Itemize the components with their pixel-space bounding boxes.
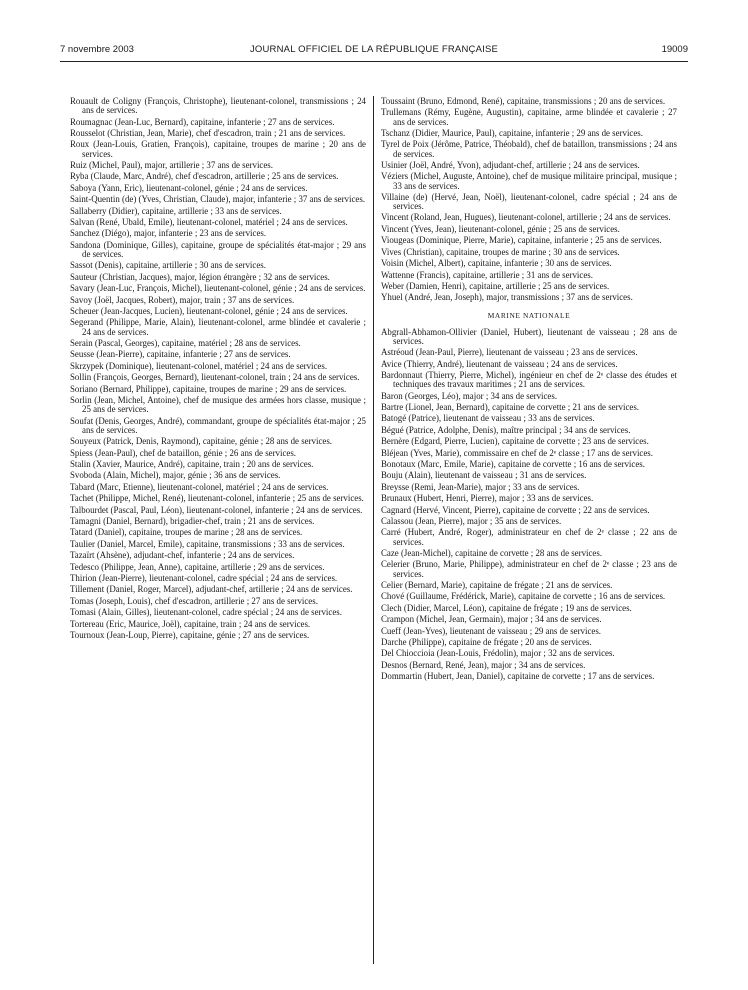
list-entry: Sanchez (Diégo), major, infanterie ; 23 ans de services. — [70, 228, 267, 239]
list-entry: Viougeas (Dominique, Pierre, Marie), capitaine, infanterie ; 25 ans de services. — [381, 235, 662, 246]
left-column — [70, 97, 366, 642]
list-entry: Bégué (Patrice, Adolphe, Denis), maître principal ; 34 ans de services. — [381, 424, 631, 435]
list-entry: Savary (Jean-Luc, François, Michel), lieutenant-colonel, génie ; 24 ans de services. — [70, 283, 366, 294]
list-entry: Celerier (Bruno, Marie, Philippe), administrateur en chef de 2ᵉ classe ; 23 ans de services. — [381, 559, 677, 579]
list-entry: Ruiz (Michel, Paul), major, artillerie ; 37 ans de services. — [70, 159, 273, 170]
list-entry: Brunaux (Hubert, Henri, Pierre), major ; 33 ans de services. — [381, 493, 594, 504]
journal-title: JOURNAL OFFICIEL DE LA RÉPUBLIQUE FRANÇAISE — [249, 44, 499, 55]
list-entry: Thirion (Jean-Pierre), lieutenant-colonel, cadre spécial ; 24 ans de services. — [70, 572, 338, 583]
list-entry: Stalin (Xavier, Maurice, André), capitaine, train ; 20 ans de services. — [70, 458, 314, 469]
list-entry: Batogé (Patrice), lieutenant de vaisseau ; 33 ans de services. — [381, 413, 595, 424]
list-entry: Trullemans (Rémy, Eugène, Augustin), capitaine, arme blindée et cavalerie ; 27 ans de services. — [381, 107, 677, 127]
list-entry: Breysse (Remi, Jean-Marie), major ; 33 ans de services. — [381, 481, 580, 492]
list-entry: Wattenne (Francis), capitaine, artillerie ; 31 ans de services. — [381, 269, 593, 280]
list-entry: Tazaïrt (Ahsène), adjudant-chef, infanterie ; 24 ans de services. — [70, 550, 295, 561]
list-entry: Tournoux (Jean-Loup, Pierre), capitaine, génie ; 27 ans de services. — [70, 630, 310, 640]
list-entry: Bouju (Alain), lieutenant de vaisseau ; 31 ans de services. — [381, 470, 587, 481]
right-column — [381, 97, 677, 684]
list-entry: Tomasi (Alain, Gilles), lieutenant-colonel, cadre spécial ; 24 ans de services. — [70, 607, 342, 618]
list-entry: Carré (Hubert, André, Roger), administrateur en chef de 2ᵉ classe ; 22 ans de services. — [381, 527, 677, 547]
list-entry: Del Chioccioia (Jean-Louis, Frédolin), major ; 32 ans de services. — [381, 648, 615, 659]
list-entry: Voisin (Michel, Albert), capitaine, infanterie ; 30 ans de services. — [381, 258, 612, 269]
army-list-continued — [381, 97, 677, 302]
list-entry: Roumagnac (Jean-Luc, Bernard), capitaine, infanterie ; 27 ans de services. — [70, 116, 335, 127]
list-entry: Svoboda (Alain, Michel), major, génie ; 36 ans de services. — [70, 470, 281, 481]
list-entry: Usinier (Joël, André, Yvon), adjudant-chef, artillerie ; 24 ans de services. — [381, 159, 640, 170]
list-entry: Astréoud (Jean-Paul, Pierre), lieutenant de vaisseau ; 23 ans de services. — [381, 347, 638, 358]
list-entry: Crampon (Michel, Jean, Germain), major ; 34 ans de services. — [381, 614, 602, 625]
list-entry: Soriano (Bernard, Philippe), capitaine, troupes de marine ; 29 ans de services. — [70, 383, 347, 394]
list-entry: Roux (Jean-Louis, Gratien, François), capitaine, troupes de marine ; 20 ans de services. — [70, 139, 366, 159]
list-entry: Taulier (Daniel, Marcel, Emile), capitaine, transmissions ; 33 ans de services. — [70, 538, 345, 549]
list-entry: Tamagni (Daniel, Bernard), brigadier-chef, train ; 21 ans de services. — [70, 515, 315, 526]
list-entry: Spiess (Jean-Paul), chef de bataillon, génie ; 26 ans de services. — [70, 447, 296, 458]
list-entry: Salvan (René, Ubald, Emile), lieutenant-colonel, matériel ; 24 ans de services. — [70, 216, 348, 227]
list-entry: Vives (Christian), capitaine, troupes de marine ; 30 ans de services. — [381, 246, 620, 257]
publication-date: 7 novembre 2003 — [60, 44, 134, 55]
list-entry: Toussaint (Bruno, Edmond, René), capitaine, transmissions ; 20 ans de services. — [381, 96, 666, 106]
list-entry: Clech (Didier, Marcel, Léon), capitaine de frégate ; 19 ans de services. — [381, 602, 632, 613]
list-entry: Vincent (Roland, Jean, Hugues), lieutenant-colonel, artillerie ; 24 ans de services. — [381, 212, 671, 223]
list-entry: Tedesco (Philippe, Jean, Anne), capitaine, artillerie ; 29 ans de services. — [70, 561, 325, 572]
list-entry: Bernère (Edgard, Pierre, Lucien), capitaine de corvette ; 23 ans de services. — [381, 436, 649, 447]
list-entry: Tatard (Daniel), capitaine, troupes de marine ; 28 ans de services. — [70, 527, 303, 538]
list-entry: Abgrall-Abhamon-Ollivier (Daniel, Hubert), lieutenant de vaisseau ; 28 ans de services. — [381, 326, 677, 346]
list-entry: Darche (Philippe), capitaine de frégate ; 20 ans de services. — [381, 637, 592, 647]
list-entry: Rouault de Coligny (François, Christophe), lieutenant-colonel, transmissions ; 24 ans de services. — [70, 96, 366, 116]
list-entry: Dommartin (Hubert, Jean, Daniel), capitaine de corvette ; 17 ans de services. — [381, 671, 655, 682]
list-entry: Bléjean (Yves, Marie), commissaire en chef de 2ᵉ classe ; 17 ans de services. — [381, 447, 653, 458]
list-entry: Scheuer (Jean-Jacques, Lucien), lieutenant-colonel, génie ; 24 ans de services. — [70, 305, 348, 316]
list-entry: Calassou (Jean, Pierre), major ; 35 ans de services. — [381, 516, 562, 527]
list-entry: Segerand (Philippe, Marie, Alain), lieutenant-colonel, arme blindée et cavalerie ; 24 ans de services. — [70, 317, 366, 337]
list-entry: Sauteur (Christian, Jacques), major, légion étrangère ; 32 ans de services. — [70, 271, 330, 282]
list-entry: Vincent (Yves, Jean), lieutenant-colonel, génie ; 25 ans de services. — [381, 223, 620, 234]
list-entry: Bartre (Lionel, Jean, Bernard), capitaine de corvette ; 21 ans de services. — [381, 401, 640, 412]
list-entry: Véziers (Michel, Auguste, Antoine), chef de musique militaire principal, musique ; 33 ans de services. — [381, 171, 677, 191]
list-entry: Talbourdet (Pascal, Paul, Léon), lieutenant-colonel, infanterie ; 24 ans de services. — [70, 504, 363, 515]
list-entry: Tyrel de Poix (Jérôme, Patrice, Théobald), chef de bataillon, transmissions ; 24 ans de services. — [381, 139, 677, 159]
list-entry: Baron (Georges, Léo), major ; 34 ans de services. — [381, 390, 558, 401]
navy-list — [381, 328, 677, 682]
list-entry: Sollin (François, Georges, Bernard), lieutenant-colonel, train ; 24 ans de services. — [70, 372, 360, 383]
header-rule — [60, 61, 688, 62]
list-entry: Avice (Thierry, André), lieutenant de vaisseau ; 24 ans de services. — [381, 358, 618, 369]
list-entry: Skrzypek (Dominique), lieutenant-colonel, matériel ; 24 ans de services. — [70, 360, 328, 371]
list-entry: Serain (Pascal, Georges), capitaine, matériel ; 28 ans de services. — [70, 337, 301, 348]
list-entry: Ryba (Claude, Marc, André), chef d'escadron, artillerie ; 25 ans de services. — [70, 171, 339, 182]
list-entry: Tschanz (Didier, Maurice, Paul), capitaine, infanterie ; 29 ans de services. — [381, 127, 643, 138]
page-header — [60, 44, 688, 60]
list-entry: Weber (Damien, Henri), capitaine, artillerie ; 25 ans de services. — [381, 280, 610, 291]
list-entry: Tillement (Daniel, Roger, Marcel), adjudant-chef, artillerie ; 24 ans de services. — [70, 584, 353, 595]
list-entry: Caze (Jean-Michel), capitaine de corvette ; 28 ans de services. — [381, 548, 603, 558]
list-entry: Sassot (Denis), capitaine, artillerie ; 30 ans de services. — [70, 260, 266, 271]
list-entry: Yhuel (André, Jean, Joseph), major, transmissions ; 37 ans de services. — [381, 292, 633, 303]
page-number: 19009 — [661, 44, 688, 55]
list-entry: Sandona (Dominique, Gilles), capitaine, groupe de spécialités état-major ; 29 ans de services. — [70, 239, 366, 259]
list-entry: Desnos (Bernard, René, Jean), major ; 34 ans de services. — [381, 659, 586, 670]
list-entry: Villaine (de) (Hervé, Jean, Noël), lieutenant-colonel, cadre spécial ; 24 ans de services. — [381, 191, 677, 212]
list-entry: Soufat (Denis, Georges, André), commandant, groupe de spécialités état-major ; 25 ans de services. — [70, 415, 366, 435]
list-entry: Savoy (Joël, Jacques, Robert), major, train ; 37 ans de services. — [70, 294, 295, 305]
list-entry: Sorlin (Jean, Michel, Antoine), chef de musique des armées hors classe, musique ; 25 ans de services. — [70, 394, 366, 415]
list-entry: Saboya (Yann, Eric), lieutenant-colonel, génie ; 24 ans de services. — [70, 182, 308, 193]
list-entry: Bonotaux (Marc, Emile, Marie), capitaine de corvette ; 16 ans de services. — [381, 459, 645, 469]
list-entry: Celier (Bernard, Marie), capitaine de frégate ; 21 ans de services. — [381, 579, 613, 590]
list-entry: Chové (Guillaume, Frédérick, Marie), capitaine de corvette ; 16 ans de services. — [381, 591, 666, 602]
list-entry: Cagnard (Hervé, Vincent, Pierre), capitaine de corvette ; 22 ans de services. — [381, 504, 650, 515]
list-entry: Tortereau (Eric, Maurice, Joël), capitaine, train ; 24 ans de services. — [70, 618, 311, 629]
list-entry: Tachet (Philippe, Michel, René), lieutenant-colonel, infanterie ; 25 ans de services. — [70, 493, 364, 504]
list-entry: Saint-Quentin (de) (Yves, Christian, Claude), major, infanterie ; 37 ans de services. — [70, 194, 365, 205]
list-entry: Cueff (Jean-Yves), lieutenant de vaisseau ; 29 ans de services. — [381, 625, 602, 636]
list-entry: Tabard (Marc, Etienne), lieutenant-colonel, matériel ; 24 ans de services. — [70, 481, 329, 492]
list-entry: Tomas (Joseph, Louis), chef d'escadron, artillerie ; 27 ans de services. — [70, 595, 318, 606]
list-entry: Souyeux (Patrick, Denis, Raymond), capitaine, génie ; 28 ans de services. — [70, 436, 332, 447]
list-entry: Bardonnaut (Thierry, Pierre, Michel), ingénieur en chef de 2ᵉ classe des études et techniques des travaux maritimes ; 21 ans de services. — [381, 370, 677, 390]
list-entry: Rousselot (Christian, Jean, Marie), chef d'escadron, train ; 21 ans de services. — [70, 127, 346, 138]
section-title: MARINE NATIONALE — [487, 311, 571, 321]
list-entry: Sallaberry (Didier), capitaine, artillerie ; 33 ans de services. — [70, 205, 282, 216]
column-separator — [373, 96, 374, 964]
list-entry: Seusse (Jean-Pierre), capitaine, infanterie ; 27 ans de services. — [70, 349, 291, 360]
